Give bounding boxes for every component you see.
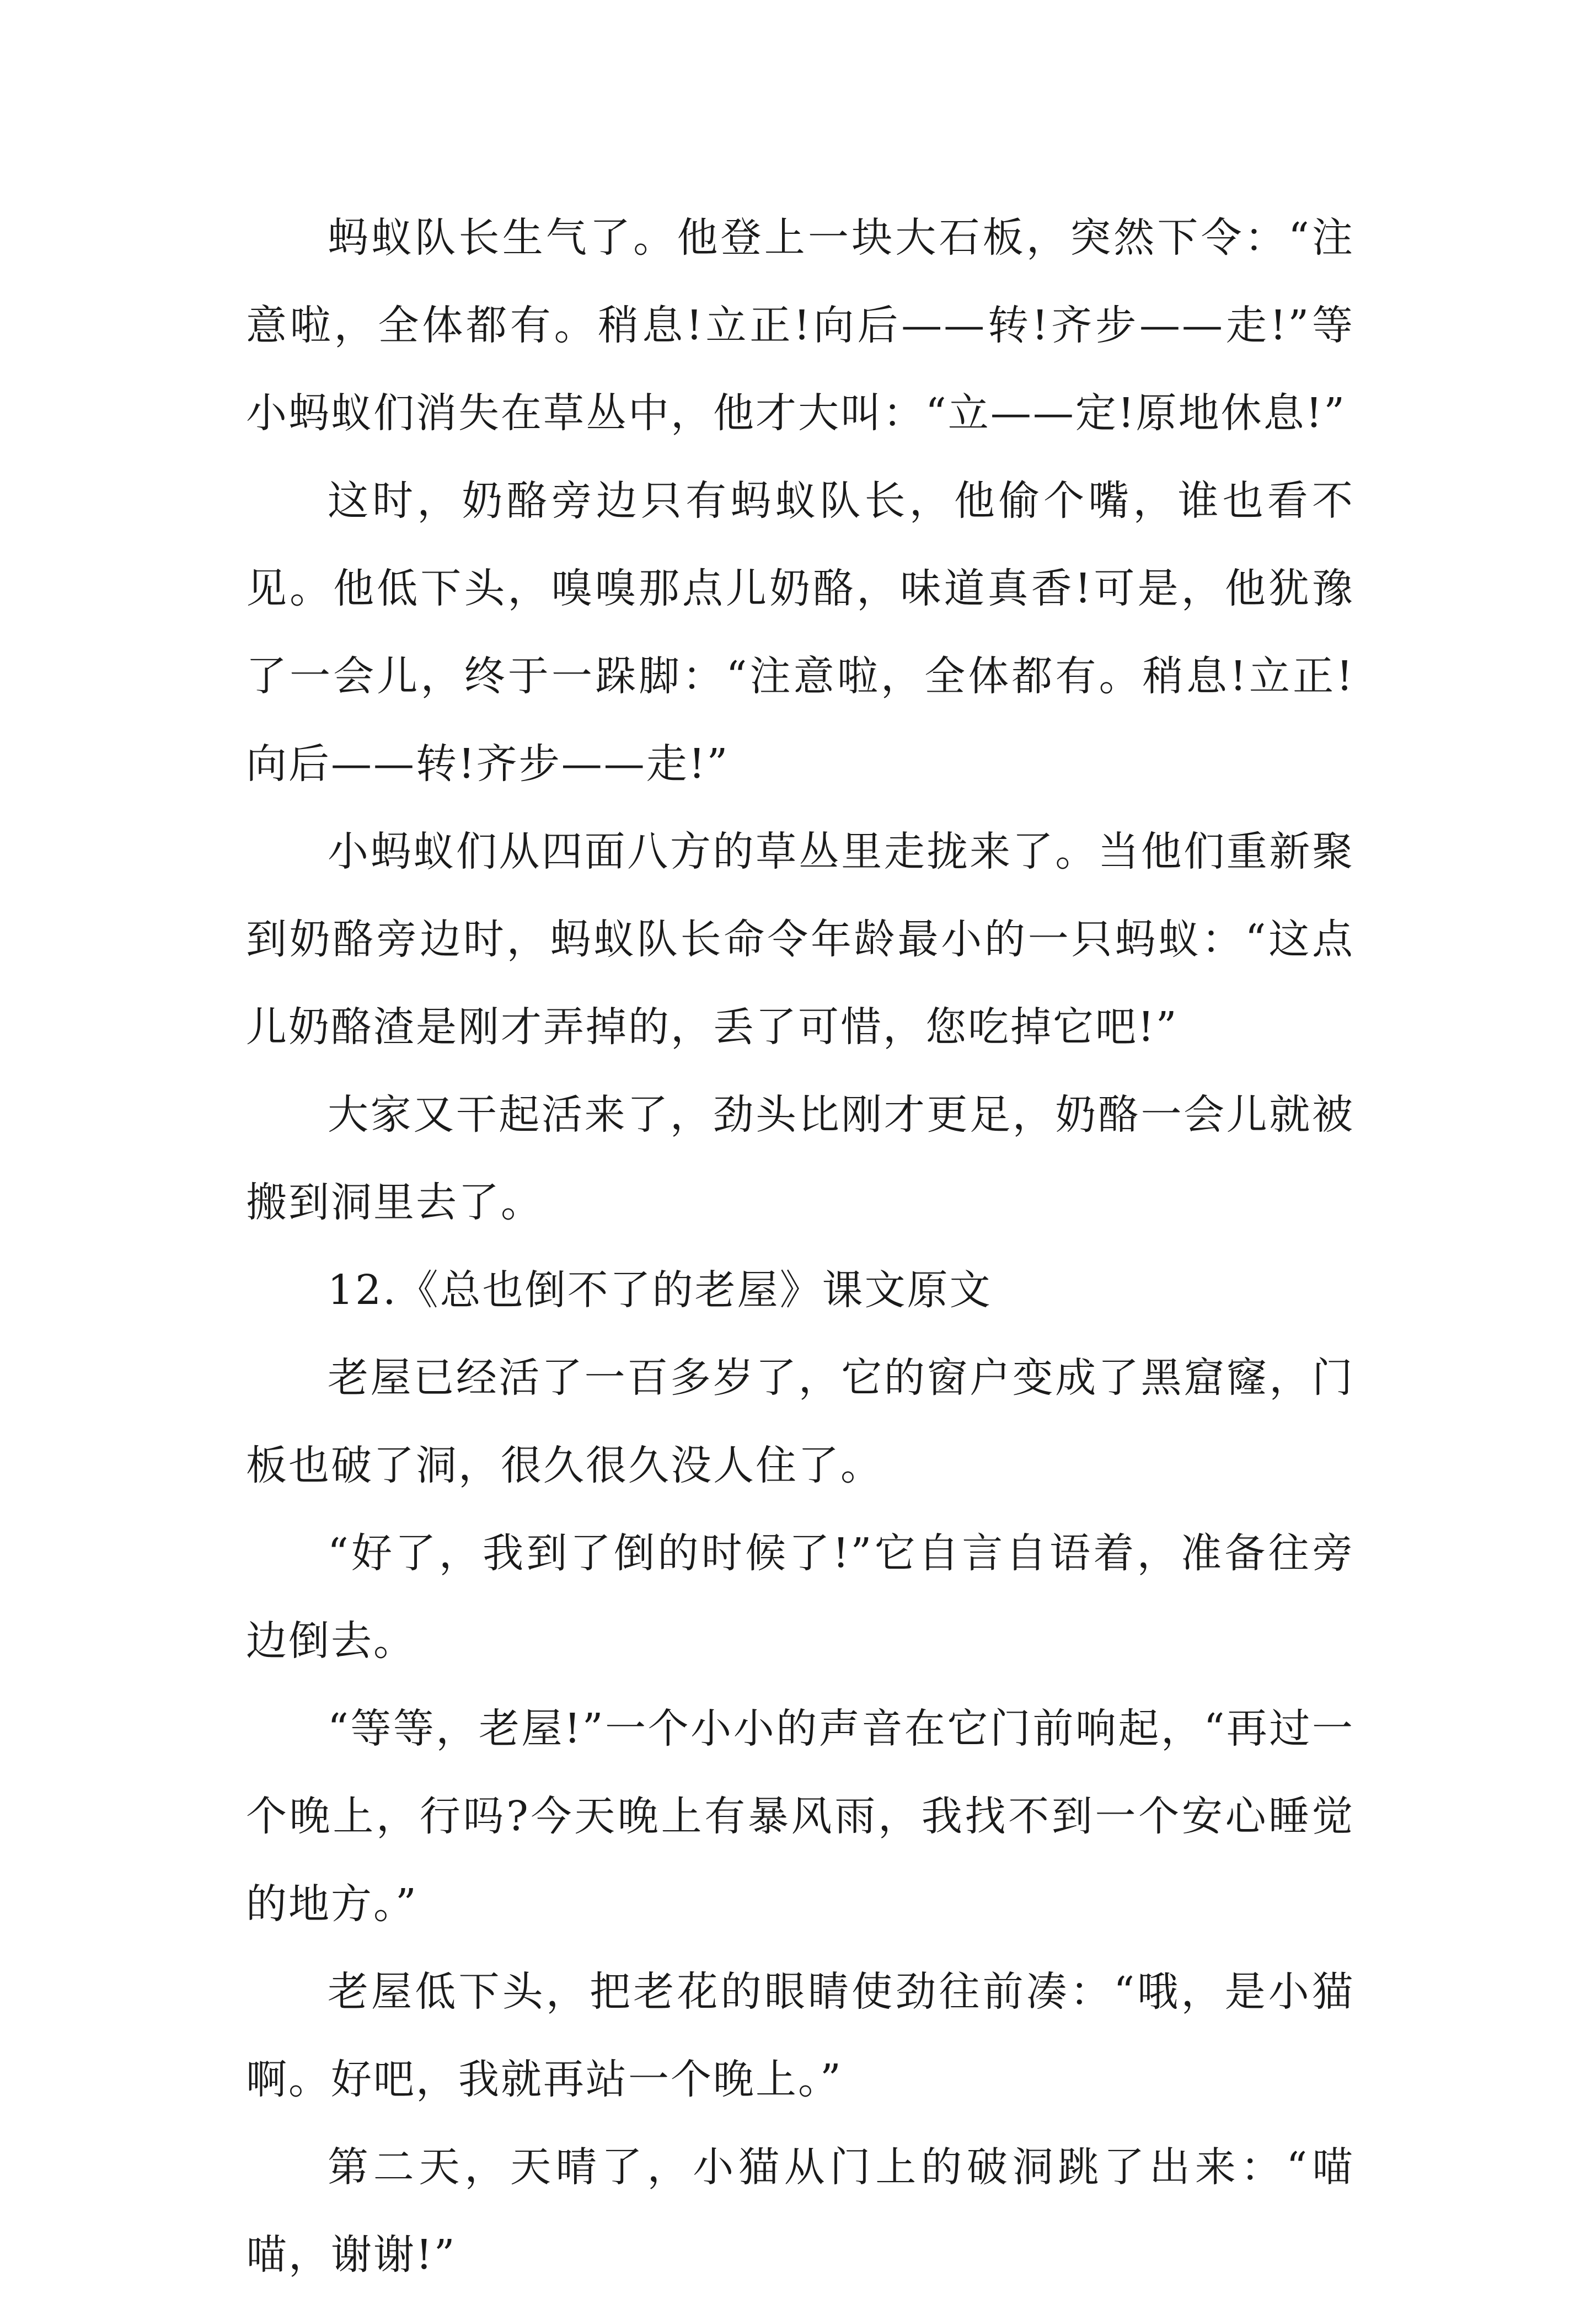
paragraph: 小蚂蚁们从四面八方的草丛里走拢来了。当他们重新聚到奶酪旁边时，蚂蚁队长命令年龄最小的一只蚂蚁：“这点儿奶酪渣是刚才弄掉的，丢了可惜，您吃掉它吧!” bbox=[246, 828, 1354, 1051]
paragraph: 蚂蚁队长生气了。他登上一块大石板，突然下令：“注意啦，全体都有。稍息!立正!向后——转!齐步——走!”等小蚂蚁们消失在草丛中，他才大叫：“立——定!原地休息!” bbox=[246, 214, 1354, 437]
paragraph: 老屋已经活了一百多岁了，它的窗户变成了黑窟窿，门板也破了洞，很久很久没人住了。 bbox=[246, 1354, 1354, 1489]
paragraph: 第二天，天晴了，小猫从门上的破洞跳了出来：“喵喵，谢谢!” bbox=[246, 2143, 1354, 2279]
paragraph: 这时，奶酪旁边只有蚂蚁队长，他偷个嘴，谁也看不见。他低下头，嗅嗅那点儿奶酪，味道真香!可是，他犹豫了一会儿，终于一跺脚：“注意啦，全体都有。稍息!立正!向后——转!齐步——走!” bbox=[246, 477, 1354, 788]
paragraph: 老屋低下头，把老花的眼睛使劲往前凑：“哦，是小猫啊。好吧，我就再站一个晚上。” bbox=[246, 1968, 1354, 2103]
paragraph: “好了，我到了倒的时候了!”它自言自语着，准备往旁边倒去。 bbox=[246, 1530, 1354, 1665]
paragraph: 大家又干起活来了，劲头比刚才更足，奶酪一会儿就被搬到洞里去了。 bbox=[246, 1091, 1354, 1226]
paragraph: “等等，老屋!”一个小小的声音在它门前响起，“再过一个晚上，行吗?今天晚上有暴风雨，我找不到一个安心睡觉的地方。” bbox=[246, 1705, 1354, 1928]
section-heading: 12.《总也倒不了的老屋》课文原文 bbox=[328, 1266, 992, 1314]
document-body bbox=[246, 194, 1354, 2299]
